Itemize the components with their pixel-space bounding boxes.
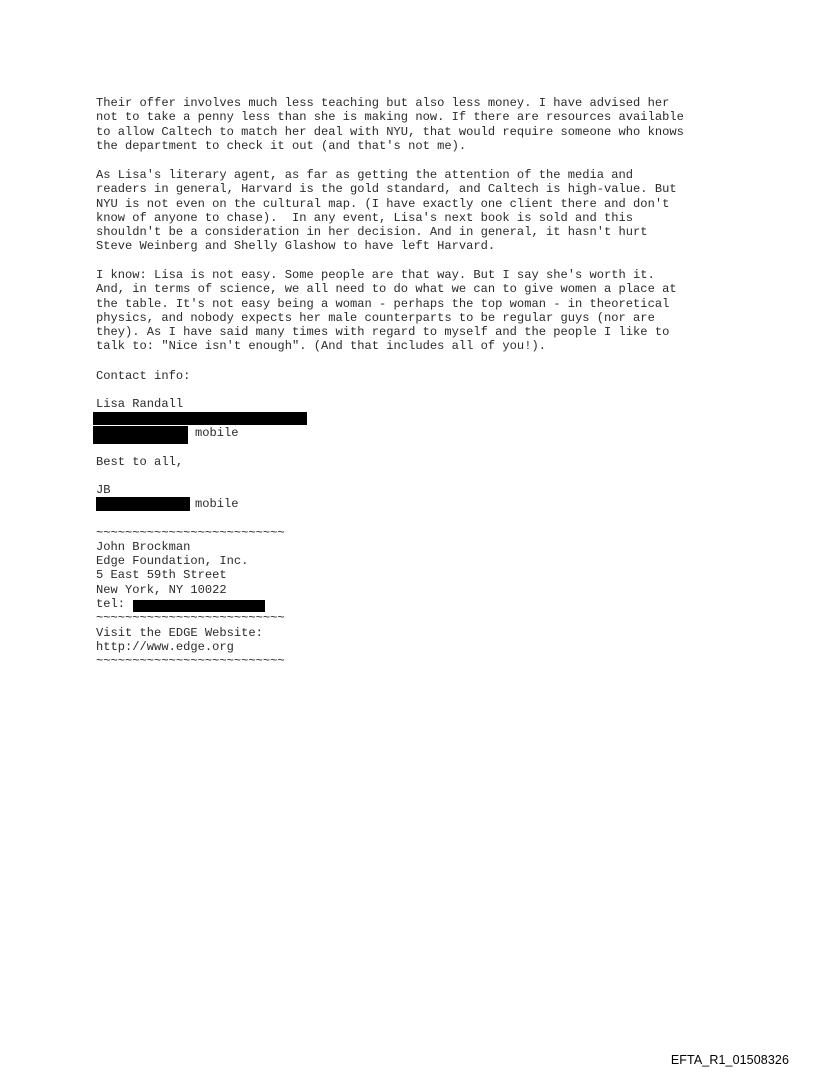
- signature-tel-label: tel:: [96, 597, 126, 611]
- paragraph-lisa-not-easy: I know: Lisa is not easy. Some people are that way. But I say she's worth it. And, in terms of science, we all need to do what we can to give women a place at the table. It's not easy being a woman - perhaps the top woman - in theoretical physics, and nobody expects her male counterparts to be regular guys (nor are they). As I have said many times with regard to myself and the people I like to talk to: "Nice isn't enough". (And that includes all of you!).: [96, 268, 677, 354]
- contact-mobile-label: mobile: [195, 426, 239, 440]
- redaction-block: [96, 497, 190, 511]
- redaction-block: [93, 412, 307, 425]
- redaction-block: [93, 426, 188, 444]
- signature-divider: ~~~~~~~~~~~~~~~~~~~~~~~~~~: [96, 654, 285, 668]
- signature-street: 5 East 59th Street: [96, 568, 227, 582]
- signature-org: Edge Foundation, Inc.: [96, 554, 249, 568]
- signature-divider: ~~~~~~~~~~~~~~~~~~~~~~~~~~: [96, 611, 285, 625]
- sender-initials: JB: [96, 483, 111, 497]
- contact-name: Lisa Randall: [96, 397, 184, 411]
- paragraph-literary-agent: As Lisa's literary agent, as far as getting the attention of the media and readers in general, Harvard is the gold standard, and Caltech is high-value. But NYU is not even on the cultural map. (I have exactly one client there and don't know of anyone to chase). In any event, Lisa's next book is sold and this shouldn't be a consideration in her decision. And in general, it hasn't hurt Steve Weinberg and Shelly Glashow to have left Harvard.: [96, 168, 677, 254]
- sender-mobile-label: mobile: [195, 497, 239, 511]
- signature-divider: ~~~~~~~~~~~~~~~~~~~~~~~~~~: [96, 526, 285, 540]
- website-label: Visit the EDGE Website:: [96, 626, 263, 640]
- paragraph-offer: Their offer involves much less teaching but also less money. I have advised her not to take a penny less than she is making now. If there are resources available to allow Caltech to match her deal with NYU, that would require someone who knows the department to check it out (and that's not me).: [96, 96, 684, 153]
- signature-city: New York, NY 10022: [96, 583, 227, 597]
- contact-heading: Contact info:: [96, 369, 191, 383]
- document-id: EFTA_R1_01508326: [670, 1053, 789, 1067]
- signature-name: John Brockman: [96, 540, 191, 554]
- website-url: http://www.edge.org: [96, 640, 234, 654]
- closing-line: Best to all,: [96, 455, 184, 469]
